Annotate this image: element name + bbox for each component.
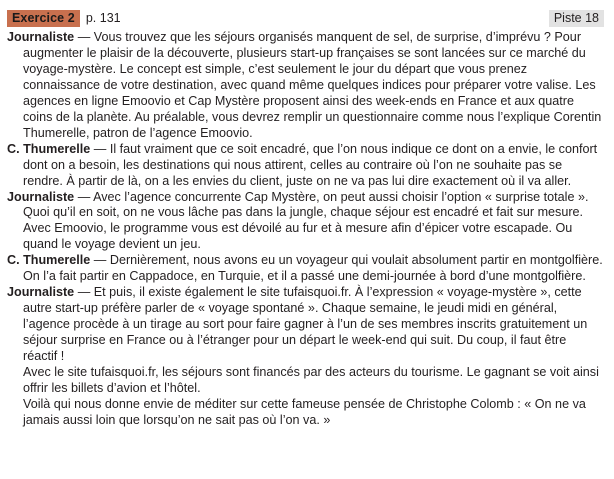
header-left xyxy=(7,10,121,27)
transcript-turn xyxy=(7,30,604,142)
transcript-turn xyxy=(7,190,604,254)
page-reference: p. 131 xyxy=(85,10,121,25)
turn-text: — Dernièrement, nous avons eu un voyageur qui voulait absolument partir en montgolfière. On l’a fait partir en Cappadoce, en Turquie, et il a passé une demi-journée à bord d’une montgolfière. xyxy=(23,253,603,284)
exercise-badge: Exercice 2 xyxy=(7,10,80,27)
speaker-name: Journaliste xyxy=(7,30,75,44)
turn-text: — Et puis, il existe également le site tufaisquoi.fr. À l’expression « voyage-mystère », cette autre start-up préfère parler de « voyage spontané ». Chaque semaine, le jeudi midi en général, l’agence procède à un tirage au sort pour faire gagner à l’un de ses membres inscrits gratuitement un séjour surprise en France ou à l’étranger pour un départ le week-end qui suit. Du coup, il faut être réactif ! xyxy=(23,285,588,364)
speaker-name: C. Thumerelle xyxy=(7,141,91,156)
header xyxy=(7,8,604,28)
turn-text: — Avec l’agence concurrente Cap Mystère, on peut aussi choisir l’option « surprise totale ». Quoi qu’il en soit, on ne vous lâche pas dans la jungle, chaque séjour est encadré et fait sur mesure. Avec Emoovio, le programme vous est dévoilé au fur et à mesure afin d’épicer votre escapade. Ou quand le voyage devient un jeu. xyxy=(23,189,589,252)
speaker-name: Journaliste xyxy=(7,189,75,204)
speaker-name: C. Thumerelle xyxy=(7,253,91,268)
track-badge: Piste 18 xyxy=(549,10,604,27)
turn-text: — Il faut vraiment que ce soit encadré, que l’on nous indique ce dont on a envie, le confort dont on a besoin, les destinations qui nous attirent, celles au contraire où l’on ne souhaite pas se rendre. À partir de là, on a les envies du client, juste on ne va pas lui dire exactement où il va aller. xyxy=(23,141,598,188)
transcript-continuation xyxy=(7,397,604,429)
transcript xyxy=(7,30,604,429)
speaker-name: Journaliste xyxy=(7,285,75,300)
turn-text: — Vous trouvez que les séjours organisés manquent de sel, de surprise, d’imprévu ? Pour augmenter le plaisir de la découverte, plusieurs start-up françaises se sont lancées sur ce marché du voyage-mystère. Le concept est simple, c’est seulement le jour du départ que vous prenez connaissance de votre destination, avec quand même quelques indices pour préparer votre valise. Les agences en ligne Emoovio et Cap Mystère proposent ainsi des week-ends en France et aux quatre coins de la planète. Au préalable, vous devrez remplir un questionnaire comme nous l’explique Corentin Thumerelle, patron de l’agence Emoovio. xyxy=(23,30,602,140)
transcript-turn xyxy=(7,285,604,365)
transcript-continuation xyxy=(7,365,604,397)
transcript-turn xyxy=(7,142,604,190)
transcript-turn xyxy=(7,253,604,285)
turn-text: Voilà qui nous donne envie de méditer sur cette fameuse pensée de Christophe Colomb : « On ne va jamais aussi loin que lorsqu’on ne sait pas où l’on va. » xyxy=(23,396,586,427)
turn-text: Avec le site tufaisquoi.fr, les séjours sont financés par des acteurs du tourisme. Le gagnant se voit ainsi offrir les billets d’avion et l’hôtel. xyxy=(23,365,599,395)
